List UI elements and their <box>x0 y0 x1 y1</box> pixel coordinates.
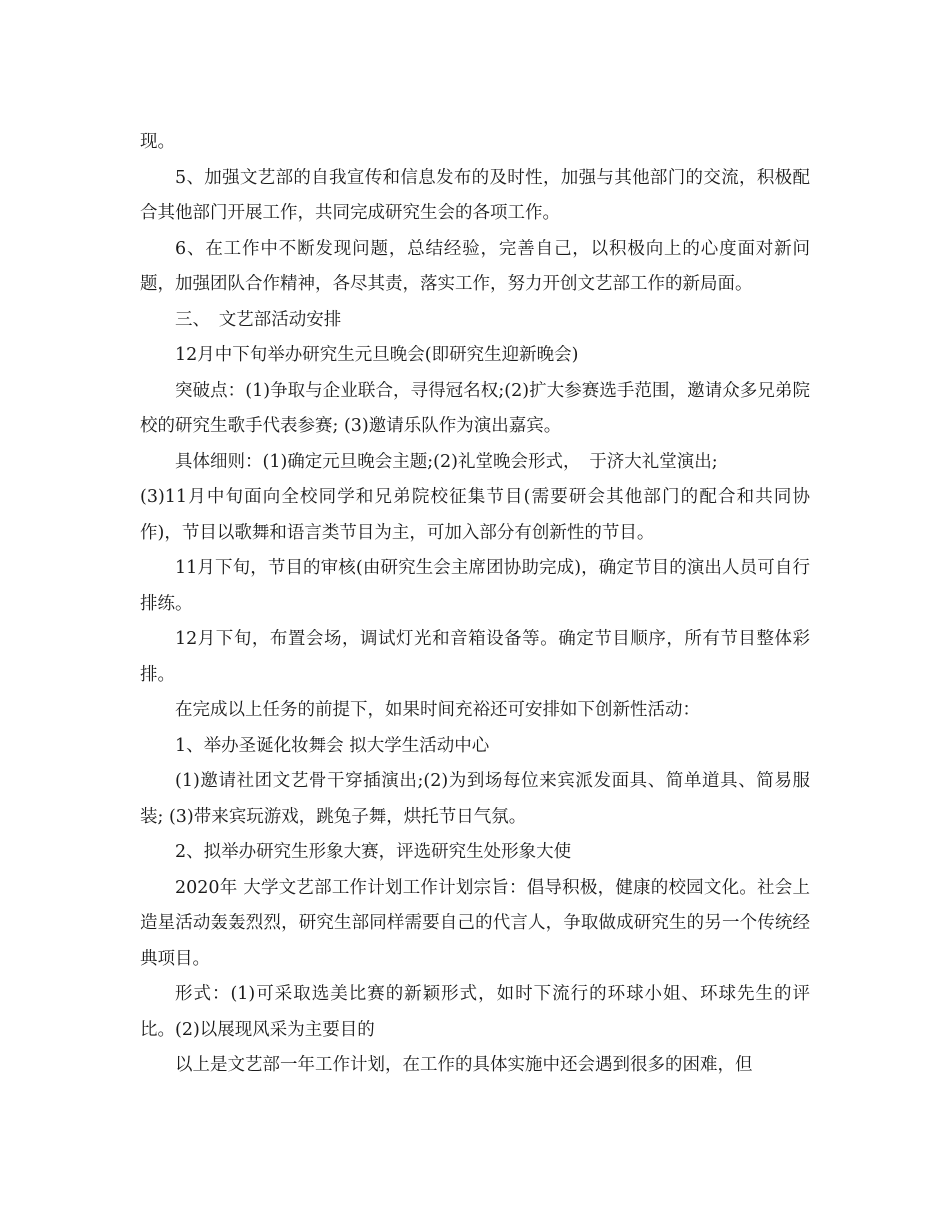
paragraph-late-november: 11月下旬，节目的审核(由研究生会主席团协助完成)，确定节目的演出人员可自行排练。 <box>140 558 810 614</box>
paragraph-new-year-gala: 12月中下旬举办研究生元旦晚会(即研究生迎新晚会) <box>175 345 579 365</box>
paragraph-breakthrough: 突破点：(1)争取与企业联合，寻得冠名权;(2)扩大参赛选手范围，邀请众多兄弟院校的研究生歌手代表参赛; (3)邀请乐队作为演出嘉宾。 <box>140 380 810 436</box>
paragraph-christmas-ball: 1、举办圣诞化妆舞会 拟大学生活动中心 <box>175 735 490 756</box>
paragraph-image-contest: 2、拟举办研究生形象大赛，评选研究生处形象大使 <box>175 842 572 862</box>
paragraph-item-5: 5、加强文艺部的自我宣传和信息发布的及时性，加强与其他部门的交流，积极配合其他部门开展工作，共同完成研究生会的各项工作。 <box>140 167 810 223</box>
paragraph-format: 形式：(1)可采取选美比赛的新颖形式，如时下流行的环球小姐、环球先生的评比。(2)以展现风采为主要目的 <box>140 984 810 1040</box>
paragraph-purpose: 2020年 大学文艺部工作计划工作计划宗旨：倡导积极，健康的校园文化。社会上造星活动轰轰烈烈，研究生部同样需要自己的代言人，争取做成研究生的另一个传统经典项目。 <box>140 877 810 969</box>
paragraph-late-december: 12月下旬，布置会场，调试灯光和音箱设备等。确定节目顺序，所有节目整体彩排。 <box>140 629 810 685</box>
paragraph-christmas-details: (1)邀请社团文艺骨干穿插演出;(2)为到场每位来宾派发面具、简单道具、简易服装; (3)带来宾玩游戏，跳兔子舞，烘托节日气氛。 <box>140 771 810 827</box>
paragraph-extra-activities: 在完成以上任务的前提下，如果时间充裕还可安排如下创新性活动： <box>175 700 700 720</box>
paragraph-continuation: 现。 <box>140 132 175 152</box>
paragraph-conclusion: 以上是文艺部一年工作计划，在工作的具体实施中还会遇到很多的困难，但 <box>175 1055 753 1075</box>
paragraph-item-6: 6、在工作中不断发现问题，总结经验，完善自己，以积极向上的心度面对新问题，加强团队合作精神，各尽其责，落实工作，努力开创文艺部工作的新局面。 <box>140 238 810 294</box>
paragraph-details: 具体细则：(1)确定元旦晚会主题;(2)礼堂晚会形式， 于济大礼堂演出; <box>175 451 718 472</box>
section-heading-activities: 三、 文艺部活动安排 <box>175 309 342 330</box>
paragraph-details-continued: (3)11月中旬面向全校同学和兄弟院校征集节目(需要研会其他部门的配合和共同协作)，节目以歌舞和语言类节目为主，可加入部分有创新性的节目。 <box>140 487 810 543</box>
document-body <box>140 125 810 1084</box>
